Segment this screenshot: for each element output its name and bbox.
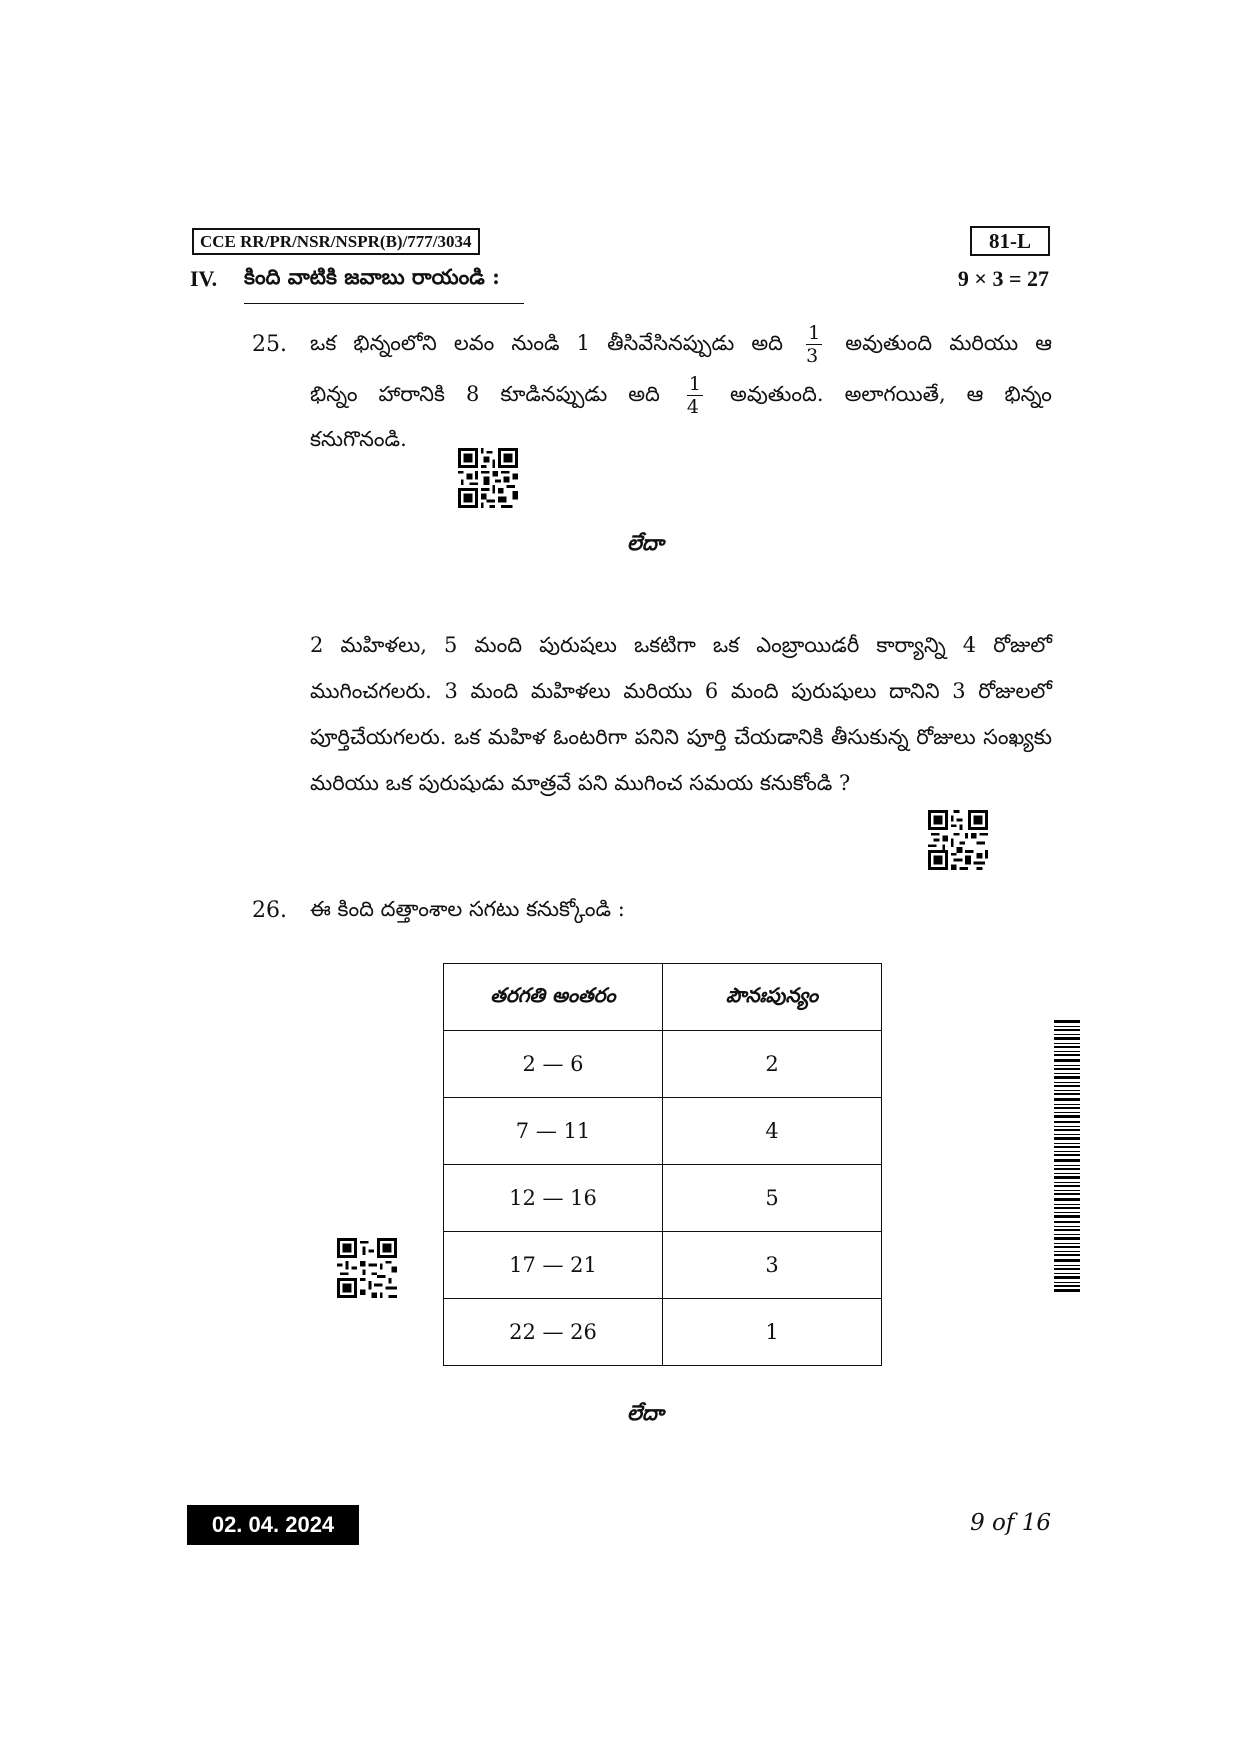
fraction-one-third <box>806 322 822 367</box>
table-cell: 4 <box>663 1098 882 1165</box>
table-cell: 5 <box>663 1165 882 1232</box>
qr-code-icon <box>337 1238 397 1298</box>
table-row <box>444 1031 882 1098</box>
section-title: కింది వాటికి జవాబు రాయండి : <box>244 264 524 304</box>
table-row <box>444 1098 882 1165</box>
table-cell: 12 — 16 <box>444 1165 663 1232</box>
table-row <box>444 1165 882 1232</box>
fraction-denominator: 4 <box>686 396 700 418</box>
question-number-25: 25. <box>252 332 287 357</box>
qr-code-icon <box>458 448 518 508</box>
table-cell: 7 — 11 <box>444 1098 663 1165</box>
barcode-icon <box>1054 1020 1080 1292</box>
section-number: IV. <box>190 266 218 291</box>
q25-line3: కనుగొనండి. <box>310 427 407 451</box>
table-cell: 1 <box>663 1299 882 1366</box>
paper-id: 81-L <box>970 226 1050 256</box>
table-row <box>444 1299 882 1366</box>
paper-code: CCE RR/PR/NSR/NSPR(B)/777/3034 <box>192 228 480 255</box>
page-number: 9 of 16 <box>970 1510 1051 1536</box>
fraction-denominator: 3 <box>806 345 819 367</box>
q25-line2-b: అవుతుంది. అలాగయితే, ఆ భిన్నం <box>730 382 1052 406</box>
table-cell: 3 <box>663 1232 882 1299</box>
or-separator-1: లేదా <box>627 530 664 555</box>
question-25-text <box>310 320 1052 462</box>
table-header-row <box>444 964 882 1031</box>
q25-line1-a: ఒక భిన్నంలోని లవం నుండి 1 తీసివేసినప్పుడు అది <box>310 331 783 355</box>
frequency-table <box>443 963 882 1366</box>
q25-line2-a: భిన్నం హారానికి 8 కూడినప్పుడు అది <box>310 382 660 406</box>
table-header-class-interval: తరగతి అంతరం <box>444 964 663 1031</box>
table-cell: 2 — 6 <box>444 1031 663 1098</box>
qr-code-icon <box>928 810 988 870</box>
fraction-one-fourth <box>687 373 703 418</box>
question-number-26: 26. <box>252 898 287 923</box>
fraction-numerator: 1 <box>688 373 702 395</box>
q25-line1-b: అవుతుంది మరియు ఆ <box>845 331 1052 355</box>
question-26-text: ఈ కింది దత్తాంశాల సగటు కనుక్కోండి : <box>310 897 625 921</box>
table-cell: 17 — 21 <box>444 1232 663 1299</box>
section-marks: 9 × 3 = 27 <box>957 266 1049 291</box>
table-header-frequency: పౌనఃపున్యం <box>663 964 882 1031</box>
question-25-alternative-text: 2 మహిళలు, 5 మంది పురుషలు ఒకటిగా ఒక ఎంబ్రాయిడరీ కార్యాన్ని 4 రోజులో ముగించగలరు. 3 మంది మహిళలు మరియు 6 మంది పురుషులు దానిని 3 రోజులలో పూర్తిచేయగలరు. ఒక మహిళ ఓంటరిగా పనిని పూర్తి చేయడానికి తీసుకున్న రోజులు సంఖ్యకు మరియు ఒక పురుషుడు మాత్రవే పని ముగించ సమయ కనుకోండి ? <box>310 633 1052 795</box>
table-cell: 22 — 26 <box>444 1299 663 1366</box>
or-separator-2: లేదా <box>627 1400 664 1425</box>
table-cell: 2 <box>663 1031 882 1098</box>
exam-date: 02. 04. 2024 <box>187 1505 359 1545</box>
fraction-numerator: 1 <box>808 322 821 344</box>
table-row <box>444 1232 882 1299</box>
